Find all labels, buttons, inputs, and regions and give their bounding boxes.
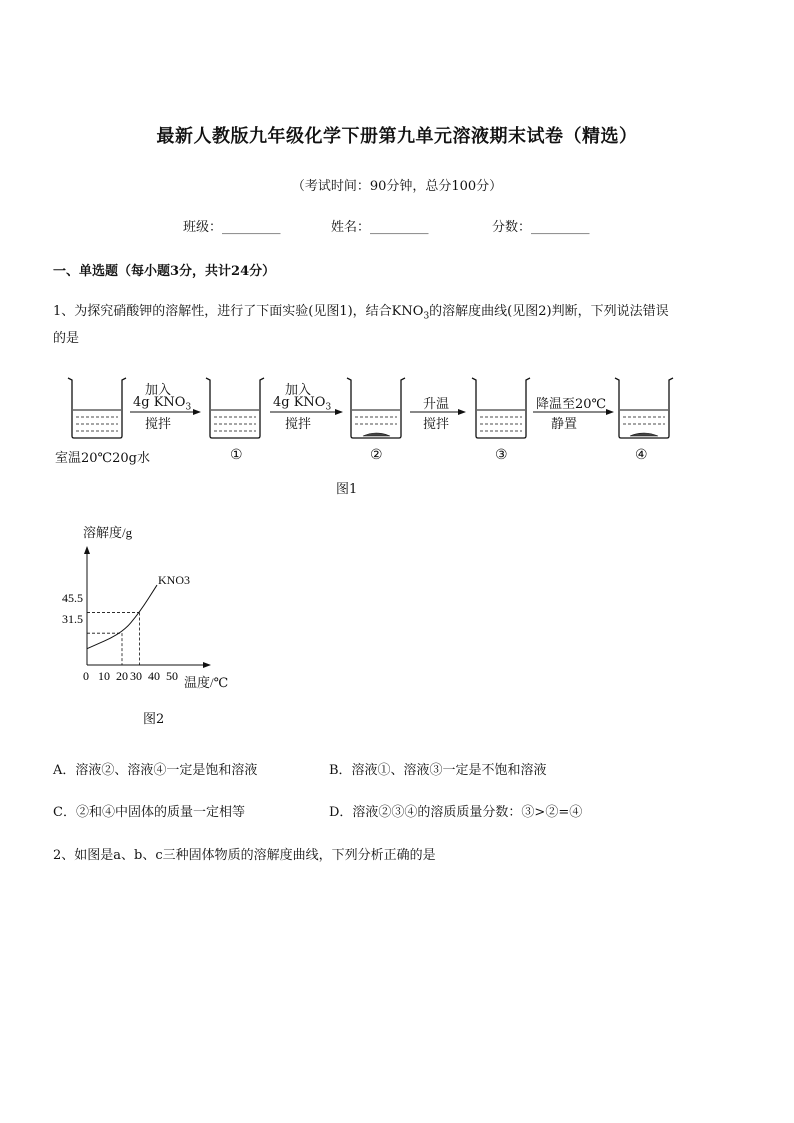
guide-lines xyxy=(87,612,140,665)
class-field xyxy=(183,216,281,235)
name-label: 姓名： xyxy=(331,220,371,235)
beaker-4 xyxy=(615,378,673,438)
arrow-2-reagent-sub: 3 xyxy=(325,402,332,413)
start-condition-label: 室温20℃20g水 xyxy=(55,451,150,466)
x-tick-40: 40 xyxy=(148,669,160,683)
x-tick-0: 0 xyxy=(83,669,89,683)
option-a[interactable]: A．溶液②、溶液④一定是饱和溶液 xyxy=(53,763,258,778)
question-1-line2: 的是 xyxy=(53,331,80,346)
name-blank: _________ xyxy=(370,220,429,235)
arrow-1-bottom-label: 搅拌 xyxy=(145,417,172,432)
arrow-3-top-label: 升温 xyxy=(423,397,450,412)
beaker-1 xyxy=(206,378,264,438)
beaker-label-4: ④ xyxy=(635,447,648,463)
arrow-4-bottom-label: 静置 xyxy=(551,417,578,432)
page-title: 最新人教版九年级化学下册第九单元溶液期末试卷（精选） xyxy=(156,126,638,147)
arrow-3-bottom-label: 搅拌 xyxy=(423,417,450,432)
score-field xyxy=(492,216,590,235)
beaker-label-3: ③ xyxy=(495,447,508,463)
arrow-2-reagent-text: 4g KNO xyxy=(273,395,326,410)
y-tick-31-5: 31.5 xyxy=(62,612,83,626)
section-heading: 一、单选题（每小题3分，共计24分） xyxy=(53,264,276,279)
option-b[interactable]: B．溶液①、溶液③一定是不饱和溶液 xyxy=(329,763,547,778)
arrow-4-top-label: 降温至20℃ xyxy=(536,397,607,412)
question-2: 2、如图是a、b、c三种固体物质的溶解度曲线，下列分析正确的是 xyxy=(53,848,436,863)
figure-2-caption: 图2 xyxy=(143,712,165,727)
beaker-start xyxy=(68,378,126,438)
figure-2-chart xyxy=(50,515,250,695)
question-1-line1 xyxy=(53,300,669,322)
arrow-2-bottom-label: 搅拌 xyxy=(285,417,312,432)
beaker-3 xyxy=(472,378,530,438)
arrow-1-reagent xyxy=(133,395,191,413)
option-c[interactable]: C．②和④中固体的质量一定相等 xyxy=(53,805,245,820)
q1-text-b: 的溶解度曲线(见图2)判断，下列说法错误 xyxy=(429,304,669,319)
class-label: 班级： xyxy=(183,220,223,235)
exam-info: （考试时间：90分钟，总分100分） xyxy=(291,179,503,194)
option-d[interactable]: D．溶液②③④的溶质质量分数：③>②=④ xyxy=(329,805,583,820)
beaker-label-1: ① xyxy=(230,447,243,463)
series-label: KNO3 xyxy=(158,573,190,587)
beaker-label-2: ② xyxy=(370,447,383,463)
arrow-1-reagent-sub: 3 xyxy=(185,402,192,413)
x-tick-50: 50 xyxy=(166,669,178,683)
y-tick-45-5: 45.5 xyxy=(62,591,83,605)
figure-1-caption: 图1 xyxy=(336,482,358,497)
score-label: 分数： xyxy=(492,220,532,235)
x-tick-20: 20 xyxy=(116,669,128,683)
arrow-1-reagent-text: 4g KNO xyxy=(133,395,186,410)
y-axis-title: 溶解度/g xyxy=(83,525,133,540)
q1-text-a: 1、为探究硝酸钾的溶解性，进行了下面实验(见图1)，结合KNO xyxy=(53,304,424,319)
x-tick-30: 30 xyxy=(130,669,142,683)
arrow-2-reagent xyxy=(273,395,331,413)
score-blank: _________ xyxy=(531,220,590,235)
class-blank: _________ xyxy=(222,220,281,235)
beaker-2 xyxy=(347,378,405,438)
q1-subscript: 3 xyxy=(423,311,430,322)
x-axis-title: 温度/℃ xyxy=(184,675,229,690)
arrow-1-top-label: 加入 xyxy=(145,383,172,398)
name-field xyxy=(331,216,429,235)
x-tick-10: 10 xyxy=(98,669,110,683)
arrow-2-top-label: 加入 xyxy=(285,383,312,398)
